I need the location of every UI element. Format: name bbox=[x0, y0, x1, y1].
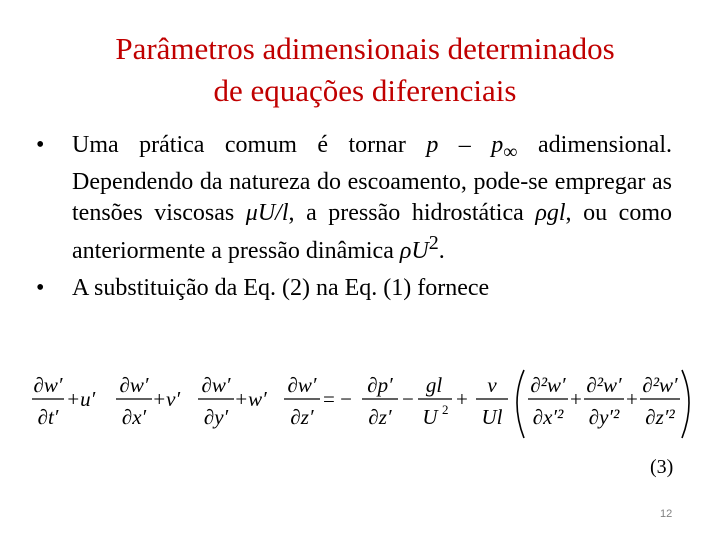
slide-title-line-1: Parâmetros adimensionais determinados bbox=[115, 31, 615, 66]
eq-coefficient: +w′ bbox=[234, 387, 267, 411]
bullet-list bbox=[32, 130, 672, 303]
symbol-p: p bbox=[491, 132, 504, 158]
eq-fraction-denominator: ∂z′ bbox=[290, 405, 314, 429]
eq-operator-plus: + bbox=[456, 387, 468, 411]
eq-fraction-denominator: Ul bbox=[481, 405, 503, 429]
text-run: . bbox=[438, 238, 445, 265]
text-run: , ou como anteriormente a pressão dinâmica bbox=[72, 199, 672, 265]
text-run: , a pressão hidrostática bbox=[288, 199, 536, 226]
slide-title bbox=[40, 28, 690, 112]
eq-fraction-numerator: ∂w′ bbox=[201, 373, 231, 397]
eq-superscript-2: 2 bbox=[442, 402, 449, 417]
eq-fraction-numerator: ν bbox=[487, 373, 497, 397]
eq-fraction-denominator: ∂z′ bbox=[368, 405, 392, 429]
superscript-2: 2 bbox=[428, 232, 439, 255]
bullet-marker: • bbox=[36, 274, 45, 301]
eq-fraction-numerator: ∂w′ bbox=[119, 373, 149, 397]
text-run: Uma prática comum é tornar bbox=[72, 132, 427, 158]
bullet-item bbox=[32, 130, 672, 267]
left-parenthesis bbox=[517, 370, 524, 438]
eq-operator-plus: + bbox=[626, 387, 638, 411]
eq-coefficient: +v′ bbox=[152, 387, 181, 411]
subscript-infinity: ∞ bbox=[503, 140, 518, 163]
bullet-item bbox=[32, 273, 672, 304]
equation bbox=[30, 366, 695, 442]
eq-fraction-denominator: ∂t′ bbox=[37, 405, 59, 429]
eq-fraction-denominator: ∂x′² bbox=[532, 405, 564, 429]
eq-operator-plus: + bbox=[570, 387, 582, 411]
bullet-text: A substituição da Eq. (2) na Eq. (1) fornece bbox=[72, 274, 490, 301]
eq-fraction-numerator: ∂p′ bbox=[367, 373, 393, 397]
eq-fraction-denominator: ∂y′ bbox=[203, 405, 229, 429]
bullet-text bbox=[72, 132, 672, 264]
symbol-rho-g-l: ρgl bbox=[535, 199, 566, 226]
symbol-rho-u: ρU bbox=[399, 238, 429, 265]
eq-fraction-denominator: ∂x′ bbox=[121, 405, 147, 429]
bullet-marker: • bbox=[36, 132, 45, 158]
symbol-mu-u-over-l: μU/l bbox=[245, 199, 289, 226]
eq-fraction-denominator: ∂z′² bbox=[645, 405, 675, 429]
eq-coefficient: +u′ bbox=[66, 387, 96, 411]
equation-number: (3) bbox=[650, 456, 674, 478]
eq-fraction-denominator: ∂y′² bbox=[588, 405, 620, 429]
eq-fraction-numerator: ∂²w′ bbox=[642, 373, 678, 397]
slide-title-line-2: de equações diferenciais bbox=[213, 73, 517, 108]
eq-fraction-numerator: ∂²w′ bbox=[530, 373, 566, 397]
text-run: adimensional. Dependendo da natureza do escoamento, pode-se empregar as tensões viscosas bbox=[72, 132, 672, 226]
eq-fraction-numerator: ∂²w′ bbox=[586, 373, 622, 397]
eq-fraction-numerator: gl bbox=[425, 373, 443, 397]
eq-operator-minus: − bbox=[402, 387, 414, 411]
right-parenthesis bbox=[682, 370, 689, 438]
eq-fraction-numerator: ∂w′ bbox=[33, 373, 63, 397]
text-run: – bbox=[438, 132, 492, 158]
symbol-p: p bbox=[426, 132, 439, 158]
eq-equals-minus: = − bbox=[323, 387, 352, 411]
page-number: 12 bbox=[660, 508, 673, 520]
eq-fraction-numerator: ∂w′ bbox=[287, 373, 317, 397]
eq-fraction-denominator: U bbox=[422, 405, 438, 429]
